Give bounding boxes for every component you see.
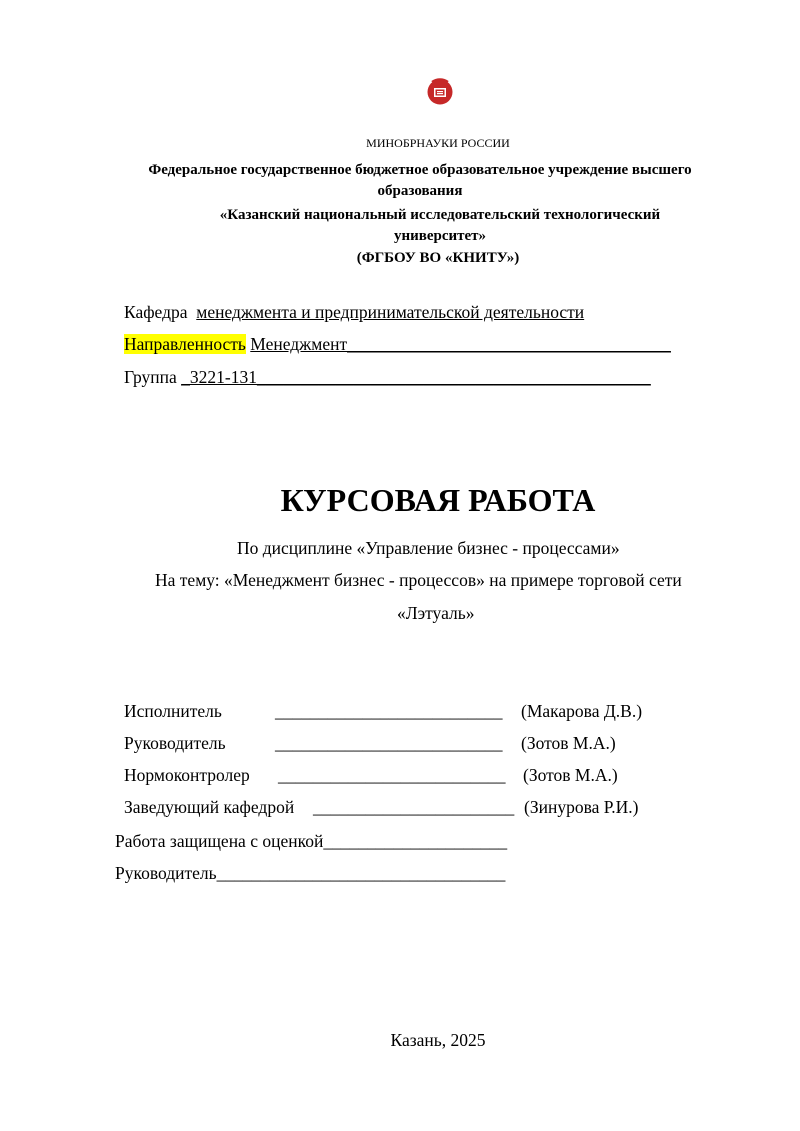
org-short-name: (ФГБОУ ВО «КНИТУ») — [356, 250, 520, 266]
ministry-name: МИНОБРНАУКИ РОССИИ — [366, 136, 510, 150]
grade-line: Работа защищена с оценкой_____________________ — [115, 831, 508, 851]
signature-line: __________________________ — [275, 733, 503, 753]
signature-name: (Зотов М.А.) — [523, 765, 618, 785]
university-name: «Казанский национальный исследовательский технологический университет» — [219, 207, 661, 244]
direction-value: Менеджмент_____________________________________ — [250, 334, 671, 354]
signature-name: (Зотов М.А.) — [521, 733, 616, 753]
discipline-line: По дисциплине «Управление бизнес - процессами» — [237, 538, 620, 558]
signature-role: Исполнитель — [124, 701, 222, 721]
signature-line: __________________________ — [278, 765, 506, 785]
signature-row-supervisor — [124, 733, 226, 754]
department-row — [124, 302, 584, 323]
group-value: _3221-131_____________________________________________ — [181, 367, 651, 387]
signature-name: (Макарова Д.В.) — [521, 701, 643, 721]
supervisor-line: Руководитель_________________________________ — [115, 863, 506, 883]
signature-role: Заведующий кафедрой — [124, 797, 295, 817]
org-full-name: Федеральное государственное бюджетное образовательное учреждение высшего образования — [148, 162, 692, 199]
group-label: Группа — [124, 367, 177, 387]
signature-row-executor — [124, 701, 222, 722]
signature-role: Нормоконтролер — [124, 765, 250, 785]
direction-row — [124, 334, 671, 355]
signature-name: (Зинурова Р.И.) — [524, 797, 639, 817]
department-label: Кафедра — [124, 302, 188, 322]
topic-line-1: На тему: «Менеджмент бизнес - процессов» на примере торговой сети — [155, 570, 682, 590]
signature-row-normcontrol — [124, 765, 250, 786]
signature-role: Руководитель — [124, 733, 226, 753]
topic-line-2: «Лэтуаль» — [397, 603, 475, 623]
direction-label: Направленность — [124, 334, 246, 354]
university-logo-icon — [426, 78, 454, 106]
signature-line: _______________________ — [313, 797, 515, 817]
group-row — [124, 367, 651, 388]
document-title: КУРСОВАЯ РАБОТА — [280, 482, 596, 518]
city-year: Казань, 2025 — [390, 1030, 486, 1050]
department-value: менеджмента и предпринимательской деятельности — [196, 302, 585, 322]
signature-row-head — [124, 797, 294, 818]
signature-line: __________________________ — [275, 701, 503, 721]
